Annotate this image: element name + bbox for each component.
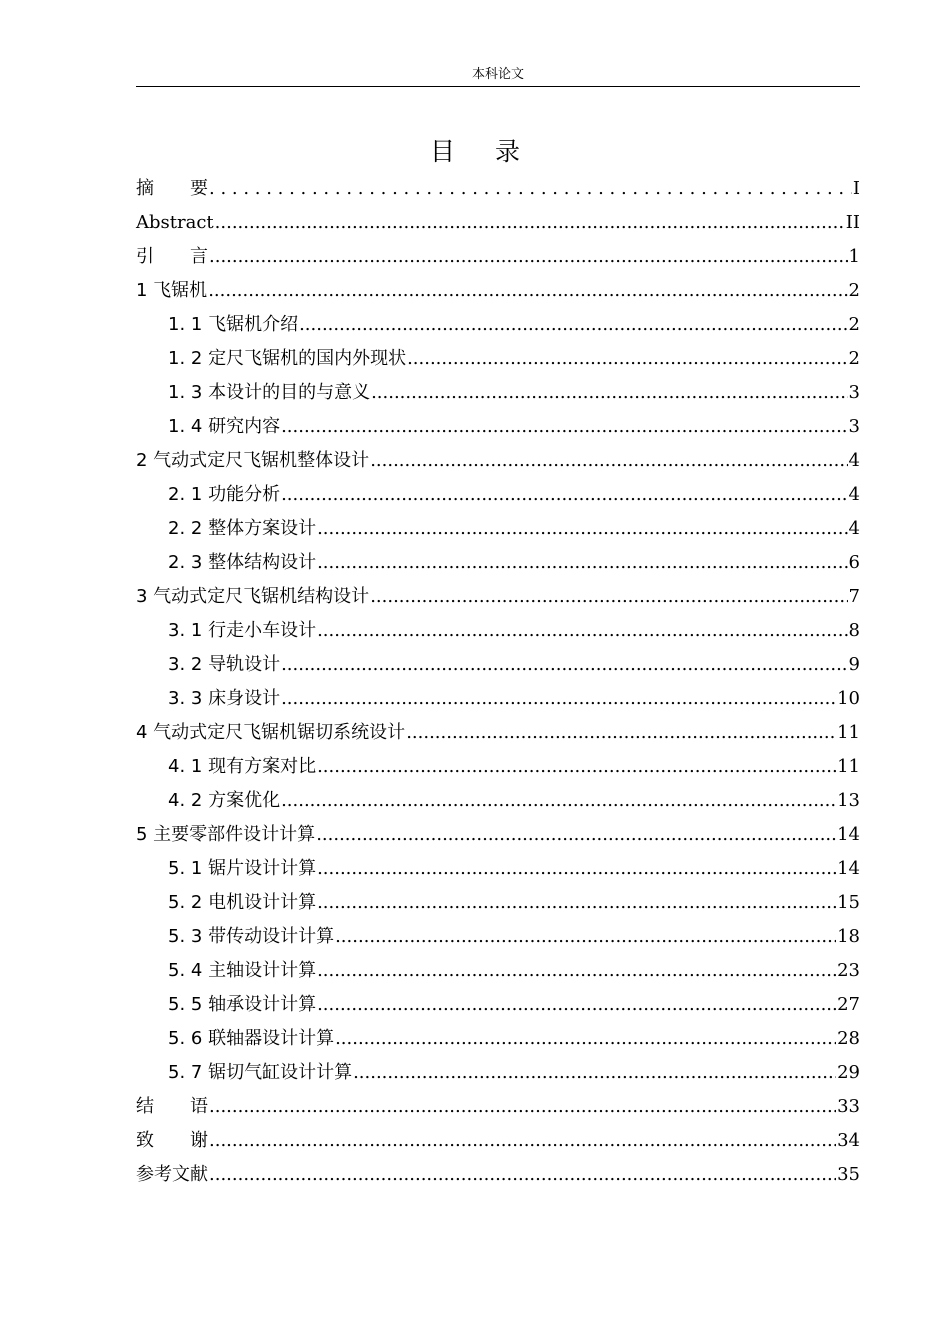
toc-page-number: 3 [848,382,860,403]
toc-entry-label: 1. 2 定尺飞锯机的国内外现状 [168,348,407,369]
toc-dot-leader [281,682,836,716]
toc-dot-leader [209,1124,836,1158]
toc-dot-leader [281,648,847,682]
toc-entry-label: 5. 3 带传动设计计算 [168,926,335,947]
toc-entry-label: 引 言 [136,246,208,267]
toc-entry-label: 2 气动式定尺飞锯机整体设计 [136,450,370,471]
toc-entry-label: 5. 5 轴承设计计算 [168,994,317,1015]
toc-dot-leader [317,546,847,580]
toc-page-number: 8 [848,620,860,641]
toc-dot-leader [317,886,836,920]
toc-page-number: 15 [837,892,860,913]
toc-dot-leader [317,988,836,1022]
toc-entry[interactable] [136,818,860,852]
toc-entry[interactable] [136,1090,860,1124]
toc-entry[interactable] [136,682,860,716]
toc-dot-leader [208,274,847,308]
toc-entry[interactable] [136,1124,860,1158]
toc-dot-leader [406,716,836,750]
toc-page-number: 3 [848,416,860,437]
toc-page-number: 27 [837,994,860,1015]
toc-entry[interactable] [136,206,860,240]
toc-dot-leader [299,308,847,342]
toc-dot-leader [209,172,852,206]
toc-dot-leader [281,478,847,512]
toc-entry[interactable] [136,750,860,784]
toc-entry-label: 1. 4 研究内容 [168,416,281,437]
toc-entry[interactable] [136,614,860,648]
toc-entry-label: 5. 1 锯片设计计算 [168,858,317,879]
toc-entry-label: 致 谢 [136,1130,208,1151]
toc-entry[interactable] [136,580,860,614]
toc-entry-label: 4. 1 现有方案对比 [168,756,317,777]
toc-entry[interactable] [136,886,860,920]
toc-entry[interactable] [136,648,860,682]
toc-entry-label: 3. 3 床身设计 [168,688,281,709]
toc-entry[interactable] [136,376,860,410]
toc-page-number: 34 [837,1130,860,1151]
toc-dot-leader [209,1158,836,1192]
toc-page-number: 28 [837,1028,860,1049]
toc-entry-label: 5. 2 电机设计计算 [168,892,317,913]
toc-page-number: II [845,212,860,233]
toc-entry[interactable] [136,308,860,342]
toc-entry[interactable] [136,240,860,274]
toc-entry[interactable] [136,444,860,478]
toc-entry[interactable] [136,478,860,512]
toc-entry-label: 参考文献 [136,1164,208,1185]
toc-dot-leader [317,750,836,784]
toc-dot-leader [316,818,836,852]
toc-page-number: 6 [848,552,860,573]
toc-entry-label: 1 飞锯机 [136,280,208,301]
toc-page-number: 14 [837,824,860,845]
toc-dot-leader [317,954,836,988]
toc-dot-leader [317,512,847,546]
toc-entry[interactable] [136,716,860,750]
toc-entry-label: 4. 2 方案优化 [168,790,281,811]
toc-page-number: 2 [848,280,860,301]
toc-dot-leader [335,1022,836,1056]
toc-entry[interactable] [136,274,860,308]
toc-entry-label: 2. 1 功能分析 [168,484,281,505]
toc-entry-label: 3. 2 导轨设计 [168,654,281,675]
toc-entry-label: 5. 7 锯切气缸设计计算 [168,1062,353,1083]
toc-entry[interactable] [136,954,860,988]
toc-entry[interactable] [136,172,860,206]
toc-entry[interactable] [136,1158,860,1192]
toc-page-number: 1 [848,246,860,267]
toc-dot-leader [371,376,847,410]
toc-page-number: 29 [837,1062,860,1083]
toc-entry-label: 3. 1 行走小车设计 [168,620,317,641]
toc-dot-leader [281,410,847,444]
toc-page-number: 4 [848,518,860,539]
table-of-contents [136,172,860,1192]
toc-page-number: 11 [837,756,860,777]
toc-dot-leader [353,1056,836,1090]
toc-page-number: 33 [837,1096,860,1117]
toc-entry[interactable] [136,784,860,818]
toc-entry-label: 2. 2 整体方案设计 [168,518,317,539]
toc-page-number: 7 [848,586,860,607]
toc-dot-leader [317,614,847,648]
toc-entry[interactable] [136,1022,860,1056]
toc-entry-label: Abstract [136,212,214,233]
toc-entry[interactable] [136,342,860,376]
toc-page-number: 9 [848,654,860,675]
toc-entry[interactable] [136,852,860,886]
toc-entry-label: 2. 3 整体结构设计 [168,552,317,573]
toc-dot-leader [281,784,836,818]
toc-dot-leader [370,580,847,614]
toc-page-number: 23 [837,960,860,981]
toc-entry-label: 1. 1 飞锯机介绍 [168,314,299,335]
toc-entry[interactable] [136,920,860,954]
toc-entry-label: 4 气动式定尺飞锯机锯切系统设计 [136,722,406,743]
toc-entry[interactable] [136,410,860,444]
toc-dot-leader [335,920,836,954]
toc-title: 目录 [429,137,560,166]
toc-page-number: 18 [837,926,860,947]
toc-page-number: 2 [848,348,860,369]
toc-dot-leader [370,444,847,478]
toc-entry-label: 5. 4 主轴设计计算 [168,960,317,981]
toc-entry-label: 5 主要零部件设计计算 [136,824,316,845]
toc-entry[interactable] [136,546,860,580]
toc-page-number: 14 [837,858,860,879]
toc-page-number: 4 [848,484,860,505]
toc-entry-label: 摘 要 [136,178,208,199]
toc-page-number: 2 [848,314,860,335]
toc-dot-leader [209,240,848,274]
toc-dot-leader [209,1090,836,1124]
toc-entry-label: 3 气动式定尺飞锯机结构设计 [136,586,370,607]
toc-entry[interactable] [136,1056,860,1090]
toc-entry[interactable] [136,988,860,1022]
toc-page-number: 11 [837,722,860,743]
toc-page-number: I [852,178,860,199]
toc-dot-leader [317,852,836,886]
page-header: 本科论文 [136,64,860,87]
toc-entry-label: 1. 3 本设计的目的与意义 [168,382,371,403]
toc-page-number: 35 [837,1164,860,1185]
toc-page-number: 13 [837,790,860,811]
toc-dot-leader [407,342,847,376]
toc-entry-label: 5. 6 联轴器设计计算 [168,1028,335,1049]
toc-page-number: 10 [837,688,860,709]
toc-page-number: 4 [848,450,860,471]
toc-entry[interactable] [136,512,860,546]
toc-dot-leader [215,206,845,240]
toc-entry-label: 结 语 [136,1096,208,1117]
